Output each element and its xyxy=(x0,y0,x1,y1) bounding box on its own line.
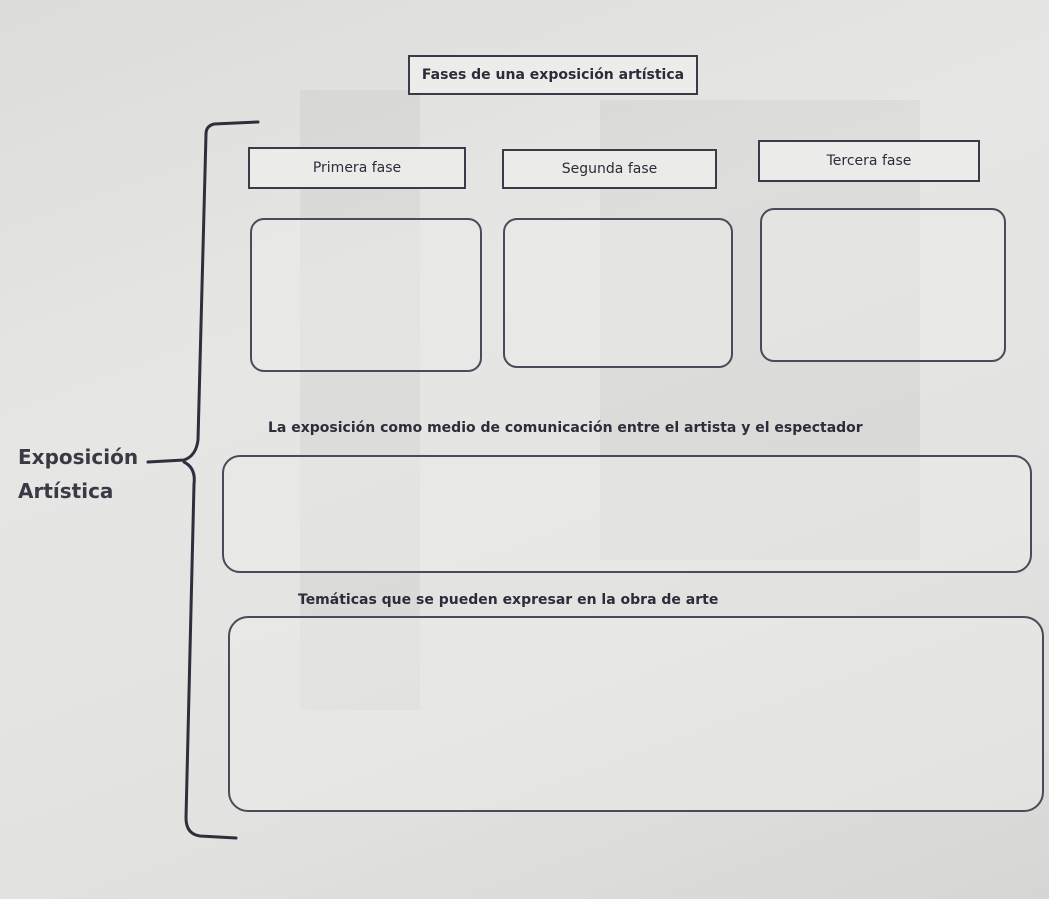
communication-heading: La exposición como medio de comunicación entre el artista y el espectador xyxy=(268,420,863,436)
side-label-line-1: Exposición xyxy=(18,445,139,469)
phase-3-label: Tercera fase xyxy=(826,153,912,169)
phase-1-label: Primera fase xyxy=(312,160,402,176)
phase-2-label: Segunda fase xyxy=(561,161,658,177)
side-label-line-2: Artística xyxy=(18,479,114,503)
diagram-title-text: Fases de una exposición artística xyxy=(421,67,685,83)
themes-heading: Temáticas que se pueden expresar en la obra de arte xyxy=(298,592,719,608)
